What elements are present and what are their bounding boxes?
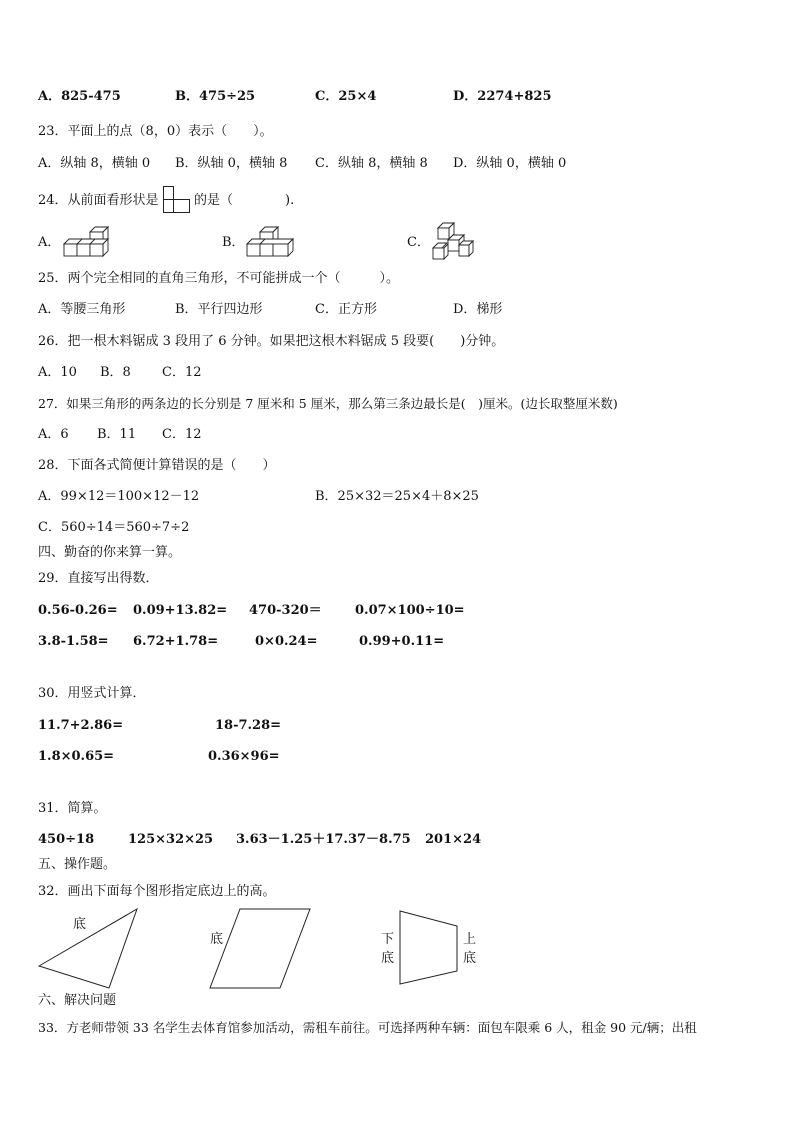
q30-item-4: 0.36×96=: [208, 749, 280, 764]
q24-stem-suffix: 的是（ ).: [194, 193, 295, 208]
q31-item-1: 450÷18: [38, 832, 95, 847]
q24-option-b-label: B．: [222, 235, 245, 250]
trapezoid-right-label-bottom: 底: [463, 951, 477, 966]
q33-stem: 33．方老师带领 33 名学生去体育馆参加活动，需租车前往。可选择两种车辆：面包车限乘 6 人，租金 90 元/辆；出租: [38, 1020, 697, 1035]
q22-option-b: B．475÷25: [175, 89, 256, 104]
q28-option-c: C．560÷14＝560÷7÷2: [38, 520, 190, 535]
q31-item-3: 3.63－1.25＋17.37－8.75: [236, 832, 411, 847]
trapezoid-left-label-bottom: 底: [381, 951, 395, 966]
q23-stem: 23．平面上的点（8，0）表示（ ）。: [38, 124, 273, 139]
trapezoid-shape: [400, 911, 457, 984]
q29-item-5: 3.8-1.58=: [38, 634, 109, 649]
q25-stem: 25．两个完全相同的直角三角形，不可能拼成一个（ ）。: [38, 271, 400, 286]
q27-stem: 27．如果三角形的两条边的长分别是 7 厘米和 5 厘米，那么第三条边最长是( )厘米。(边长取整厘米数): [38, 396, 618, 411]
q29-item-1: 0.56-0.26=: [38, 603, 118, 618]
q22-option-a: A．825-475: [38, 89, 121, 104]
q25-option-d: D．梯形: [453, 302, 503, 317]
q23-option-c: C．纵轴 8，横轴 8: [315, 156, 428, 171]
q23-option-d: D．纵轴 0，横轴 0: [453, 156, 567, 171]
q29-item-7: 0×0.24=: [255, 634, 318, 649]
section-5-heading: 五、操作题。: [38, 857, 117, 872]
section-6-heading: 六、解决问题: [38, 993, 117, 1008]
cube-stack-c-icon: [430, 222, 474, 262]
q24-option-c-label: C．: [407, 235, 430, 250]
triangle-base-label: 底: [73, 917, 87, 932]
q24-option-a-label: A．: [38, 235, 61, 250]
q27-option-b: B．11: [97, 427, 137, 442]
q26-option-a: A．10: [38, 365, 77, 380]
q23-option-a: A．纵轴 8，横轴 0: [38, 156, 151, 171]
parallelogram-base-label: 底: [210, 932, 224, 947]
q25-option-c: C．正方形: [315, 302, 377, 317]
q32-figures: [30, 906, 750, 992]
parallelogram-shape: [210, 909, 310, 988]
q31-item-4: 201×24: [425, 832, 482, 847]
q23-option-b: B．纵轴 0，横轴 8: [175, 156, 288, 171]
q26-option-b: B．8: [100, 365, 131, 380]
q29-item-2: 0.09+13.82=: [133, 603, 228, 618]
trapezoid-left-label-top: 下: [381, 932, 395, 947]
q31-stem: 31．简算。: [38, 801, 107, 816]
q29-item-3: 470-320＝: [249, 603, 322, 618]
q28-option-b: B．25×32＝25×4＋8×25: [315, 489, 479, 504]
cube-stack-a-icon: [60, 224, 112, 260]
q28-option-a: A．99×12＝100×12－12: [38, 489, 200, 504]
q29-item-6: 6.72+1.78=: [133, 634, 219, 649]
q25-option-b: B．平行四边形: [175, 302, 263, 317]
q27-option-a: A．6: [38, 427, 69, 442]
q26-option-c: C．12: [162, 365, 202, 380]
q26-stem: 26．把一根木料锯成 3 段用了 6 分钟。如果把这根木料锯成 5 段要( )分钟。: [38, 334, 505, 349]
q28-stem: 28．下面各式简便计算错误的是（ ）: [38, 458, 276, 473]
front-view-shape-icon: [163, 186, 193, 214]
section-4-heading: 四、勤奋的你来算一算。: [38, 545, 182, 560]
q30-item-3: 1.8×0.65=: [38, 749, 115, 764]
q29-stem: 29．直接写出得数．: [38, 571, 159, 586]
trapezoid-right-label-top: 上: [463, 932, 477, 947]
q24-stem-prefix: 24．从前面看形状是: [38, 193, 159, 208]
q22-option-c: C．25×4: [315, 89, 377, 104]
q30-stem: 30．用竖式计算．: [38, 686, 146, 701]
q22-option-d: D．2274+825: [453, 89, 552, 104]
triangle-shape: [39, 909, 137, 988]
q29-item-4: 0.07×100÷10=: [355, 603, 465, 618]
q32-stem: 32．画出下面每个图形指定底边上的高。: [38, 884, 276, 899]
q30-item-1: 11.7+2.86=: [38, 718, 124, 733]
q29-item-8: 0.99+0.11=: [359, 634, 445, 649]
q25-option-a: A．等腰三角形: [38, 302, 126, 317]
q27-option-c: C．12: [162, 427, 202, 442]
q30-item-2: 18-7.28=: [215, 718, 282, 733]
q31-item-2: 125×32×25: [128, 832, 214, 847]
cube-stack-b-icon: [243, 224, 297, 260]
